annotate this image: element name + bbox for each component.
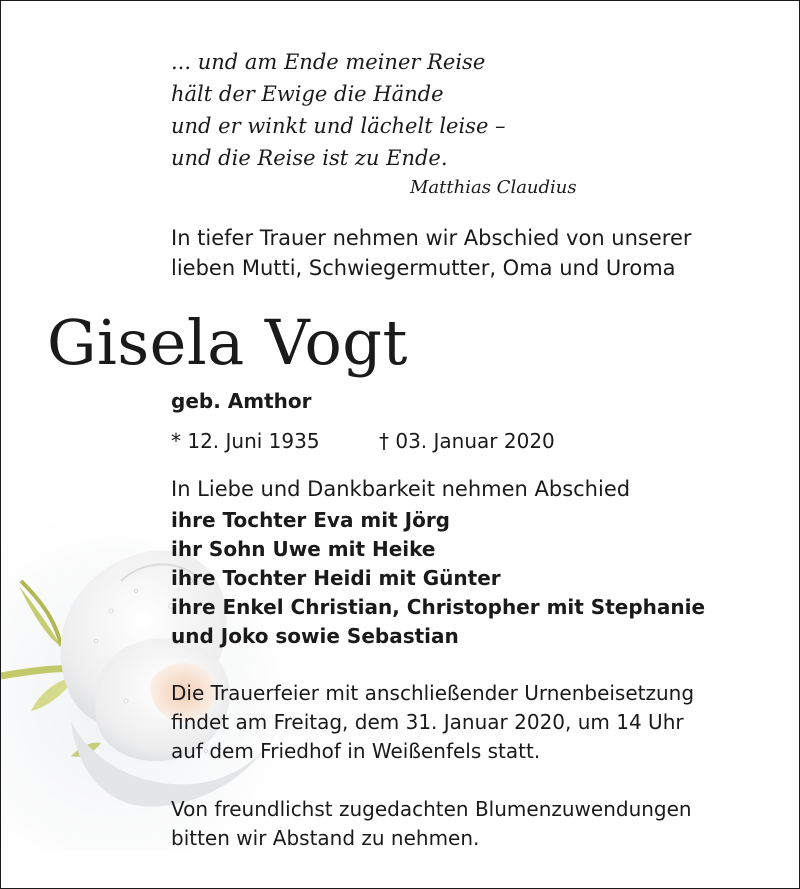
poem-line: und er winkt und lächelt leise – [171,114,506,138]
poem-author: Matthias Claudius [410,177,577,198]
intro-line: lieben Mutti, Schwiegermutter, Oma und Uroma [171,256,676,280]
family-member: ihre Tochter Heidi mit Günter [171,566,501,590]
intro-line: In tiefer Trauer nehmen wir Abschied von unserer [171,226,692,250]
family-member: und Joko sowie Sebastian [171,624,459,648]
ceremony-line: Die Trauerfeier mit anschließender Urnenbeisetzung [171,681,695,705]
poem-line: und die Reise ist zu Ende. [171,146,448,170]
poem [171,46,506,174]
closing-line: Von freundlichst zugedachten Blumenzuwendungen [171,797,692,821]
maiden-name: geb. Amthor [171,389,312,413]
family-member: ihre Tochter Eva mit Jörg [171,508,450,532]
birth-date: * 12. Juni 1935 [171,429,320,453]
ceremony-line: auf dem Friedhof in Weißenfels statt. [171,739,541,763]
text-layer [1,1,800,889]
mourning-intro [171,223,692,283]
closing-line: bitten wir Abstand zu nehmen. [171,826,480,850]
family-member: ihr Sohn Uwe mit Heike [171,537,436,561]
closing-note [171,795,692,853]
life-dates [171,429,555,453]
family-members [171,506,705,651]
ceremony-info [171,679,694,766]
deceased-name: Gisela Vogt [47,306,408,379]
ceremony-line: findet am Freitag, dem 31. Januar 2020, um 14 Uhr [171,710,684,734]
poem-line: hält der Ewige die Hände [171,82,444,106]
poem-line: ... und am Ende meiner Reise [171,50,486,74]
family-intro: In Liebe und Dankbarkeit nehmen Abschied [171,477,631,501]
death-date: † 03. Januar 2020 [379,429,555,453]
family-member: ihre Enkel Christian, Christopher mit Stephanie [171,595,706,619]
